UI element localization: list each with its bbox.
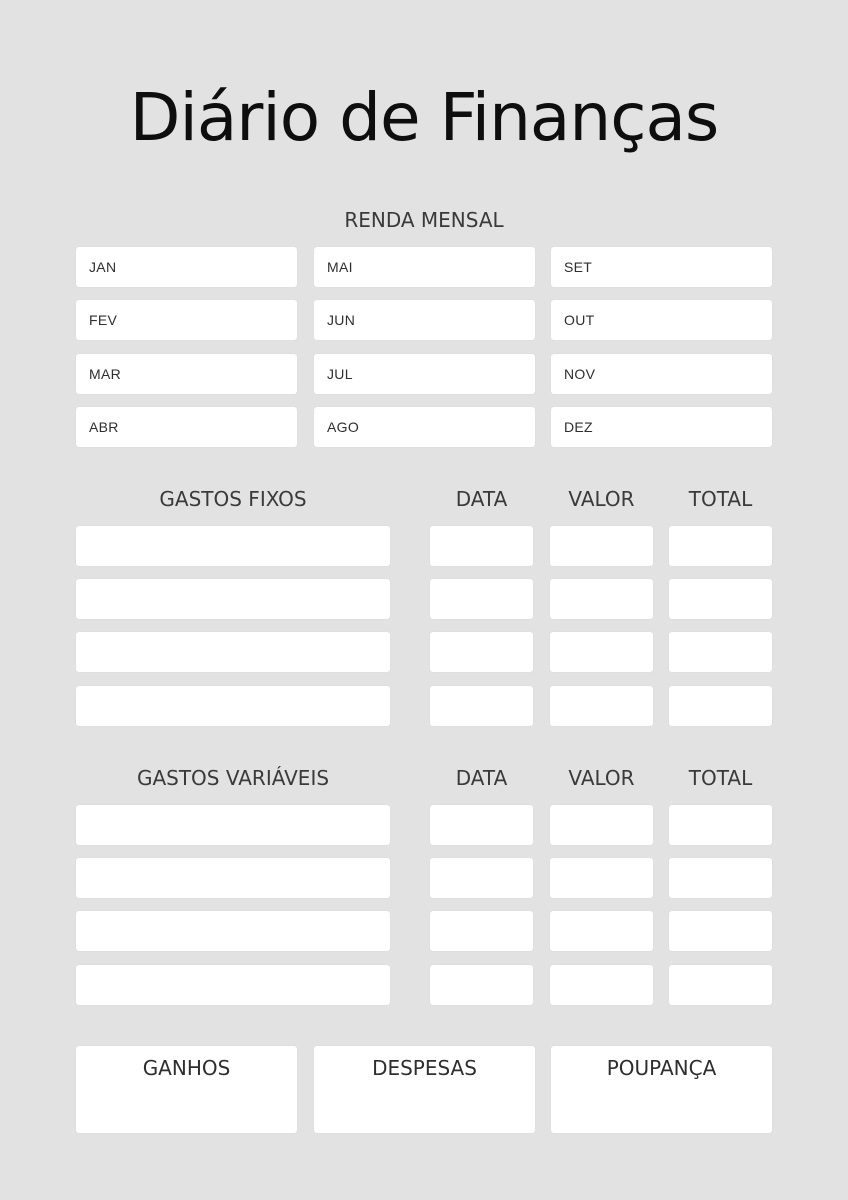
gastos-variaveis-valor-field[interactable] [550, 858, 653, 898]
month-field-mar[interactable] [76, 354, 297, 394]
poupanca-label: POUPANÇA [606, 1056, 717, 1080]
gastos-variaveis-description-field[interactable] [76, 965, 390, 1005]
month-field-nov[interactable] [551, 354, 772, 394]
month-label: DEZ [564, 419, 593, 435]
gastos-fixos-data-field[interactable] [430, 686, 533, 726]
gastos-variaveis-total-field[interactable] [669, 965, 772, 1005]
month-label: JAN [89, 259, 117, 275]
month-field-jan[interactable] [76, 247, 297, 287]
month-field-dez[interactable] [551, 407, 772, 447]
gastos-fixos-data-field[interactable] [430, 579, 533, 619]
month-label: MAR [89, 366, 122, 382]
gastos-fixos-valor-field[interactable] [550, 579, 653, 619]
month-label: ABR [89, 419, 119, 435]
month-field-out[interactable] [551, 300, 772, 340]
month-label: MAI [327, 259, 353, 275]
gastos-variaveis-total-field[interactable] [669, 911, 772, 951]
month-label: AGO [327, 419, 360, 435]
month-label: NOV [564, 366, 596, 382]
month-field-mai[interactable] [314, 247, 535, 287]
gastos-fixos-valor-field[interactable] [550, 526, 653, 566]
gastos-fixos-total-field[interactable] [669, 579, 772, 619]
gastos-variaveis-data-field[interactable] [430, 965, 533, 1005]
gastos-fixos-total-heading: TOTAL [688, 487, 753, 511]
poupanca-box[interactable] [551, 1046, 772, 1133]
month-field-jun[interactable] [314, 300, 535, 340]
gastos-fixos-data-field[interactable] [430, 632, 533, 672]
gastos-variaveis-description-field[interactable] [76, 805, 390, 845]
gastos-fixos-heading: GASTOS FIXOS [159, 487, 307, 511]
month-label: SET [564, 259, 593, 275]
month-field-ago[interactable] [314, 407, 535, 447]
gastos-fixos-total-field[interactable] [669, 632, 772, 672]
gastos-variaveis-description-field[interactable] [76, 911, 390, 951]
gastos-fixos-valor-field[interactable] [550, 686, 653, 726]
month-label: JUN [327, 312, 356, 328]
gastos-fixos-description-field[interactable] [76, 632, 390, 672]
gastos-variaveis-valor-heading: VALOR [568, 766, 635, 790]
gastos-variaveis-data-field[interactable] [430, 805, 533, 845]
renda-mensal-heading: RENDA MENSAL [344, 208, 504, 232]
despesas-label: DESPESAS [372, 1056, 477, 1080]
gastos-variaveis-total-field[interactable] [669, 805, 772, 845]
gastos-fixos-total-field[interactable] [669, 526, 772, 566]
gastos-variaveis-total-field[interactable] [669, 858, 772, 898]
gastos-fixos-valor-field[interactable] [550, 632, 653, 672]
month-field-set[interactable] [551, 247, 772, 287]
gastos-variaveis-heading: GASTOS VARIÁVEIS [136, 766, 330, 790]
gastos-fixos-data-field[interactable] [430, 526, 533, 566]
gastos-variaveis-data-field[interactable] [430, 858, 533, 898]
month-label: FEV [89, 312, 118, 328]
gastos-fixos-description-field[interactable] [76, 579, 390, 619]
gastos-variaveis-data-heading: DATA [455, 766, 508, 790]
gastos-variaveis-data-field[interactable] [430, 911, 533, 951]
page-title: Diário de Finanças [129, 79, 719, 156]
gastos-fixos-valor-heading: VALOR [568, 487, 635, 511]
despesas-box[interactable] [314, 1046, 535, 1133]
month-label: JUL [327, 366, 353, 382]
ganhos-box[interactable] [76, 1046, 297, 1133]
gastos-variaveis-valor-field[interactable] [550, 911, 653, 951]
month-field-fev[interactable] [76, 300, 297, 340]
gastos-fixos-data-heading: DATA [455, 487, 508, 511]
ganhos-label: GANHOS [142, 1056, 231, 1080]
gastos-variaveis-description-field[interactable] [76, 858, 390, 898]
gastos-fixos-total-field[interactable] [669, 686, 772, 726]
gastos-variaveis-valor-field[interactable] [550, 805, 653, 845]
month-label: OUT [564, 312, 595, 328]
month-field-jul[interactable] [314, 354, 535, 394]
gastos-fixos-description-field[interactable] [76, 526, 390, 566]
gastos-variaveis-valor-field[interactable] [550, 965, 653, 1005]
month-field-abr[interactable] [76, 407, 297, 447]
gastos-variaveis-total-heading: TOTAL [688, 766, 753, 790]
gastos-fixos-description-field[interactable] [76, 686, 390, 726]
